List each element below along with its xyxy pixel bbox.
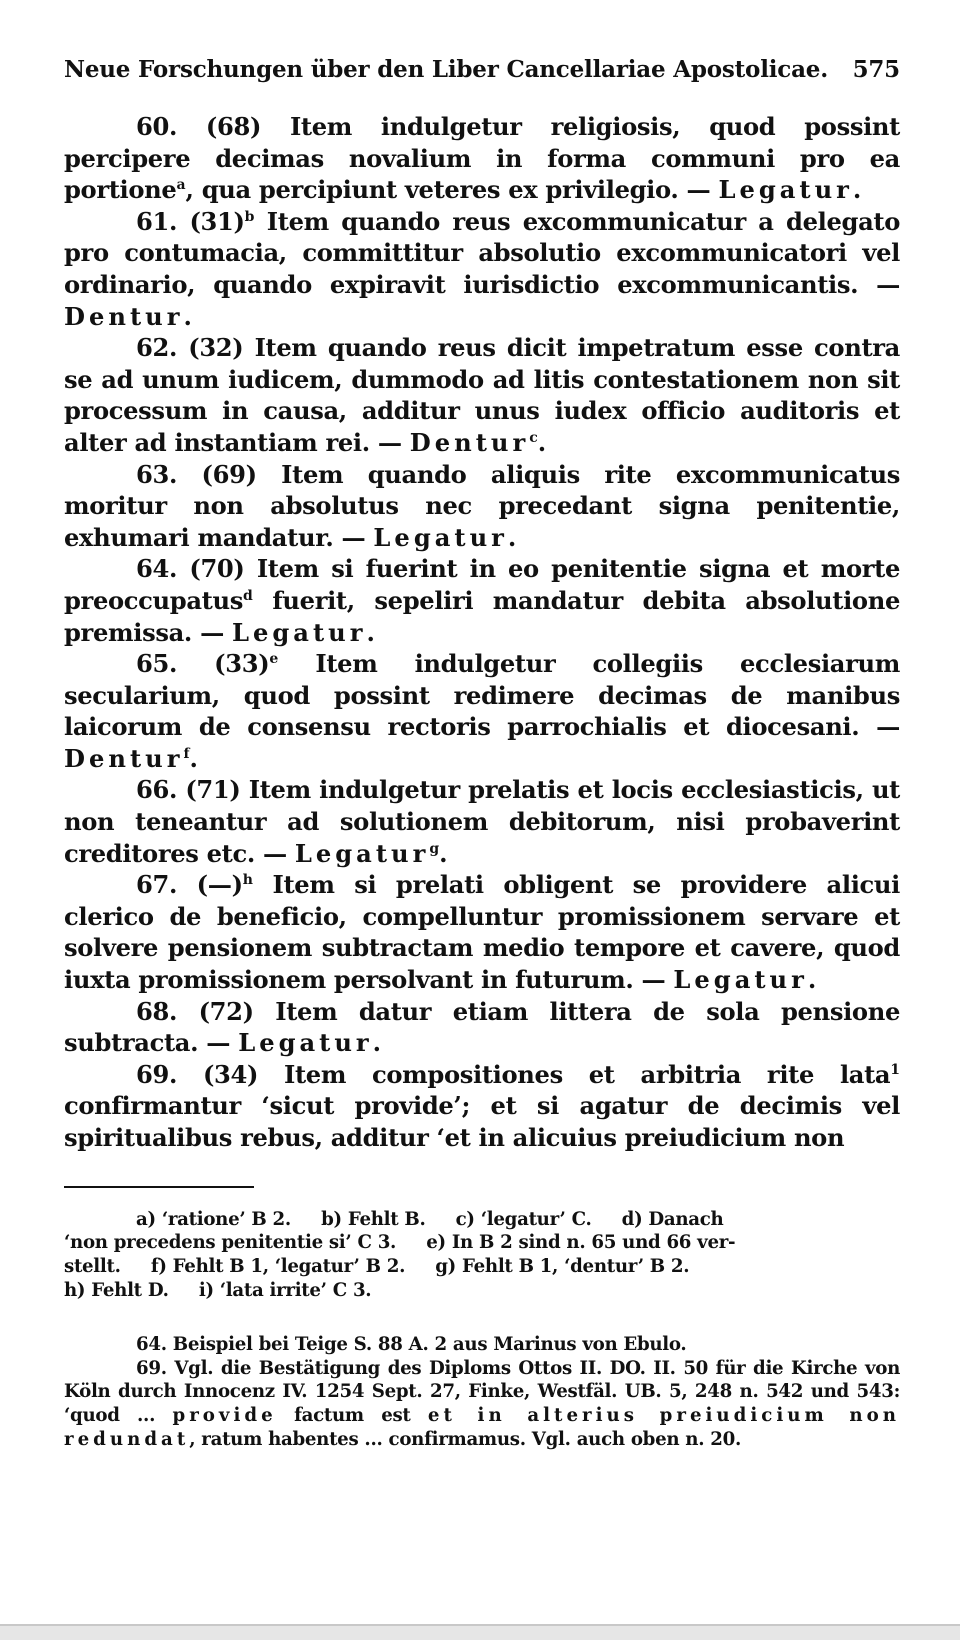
entry-reference: (70): [189, 554, 245, 584]
entry-reference: (34): [202, 1059, 259, 1089]
page-number: 575: [852, 56, 900, 83]
entry-reference: (72): [198, 996, 254, 1026]
running-title: Neue Forschungen über den Liber Cancellariae Apostolicae.: [64, 56, 829, 83]
footnote-marker: g: [429, 840, 440, 857]
entry-paragraph: [64, 332, 900, 458]
commentary-69-text: , ratum habentes ... confirmamus. Vgl. auch oben n. 20.: [189, 1428, 742, 1450]
entry-paragraph: [64, 996, 900, 1059]
commentary-64: 64. Beispiel bei Teige S. 88 A. 2 aus Marinus von Ebulo.: [136, 1333, 687, 1355]
entry-punctuation: .: [366, 617, 375, 647]
commentary-69-text: factum est: [276, 1405, 428, 1427]
entry-verdict: Legatur: [294, 838, 430, 868]
entry-number: 66.: [136, 775, 178, 805]
entry-punctuation: .: [189, 743, 198, 773]
entry-verdict: Dentur: [409, 427, 530, 457]
entry-text: , qua percipiunt veteres ex privilegio. —: [185, 175, 719, 205]
entry-reference: (69): [201, 459, 257, 489]
footnote-marker: f: [183, 745, 190, 762]
entry-text: Item quando reus dicit impetratum esse contra se ad unum iudicem, dummodo ad litis contestationem non sit processum in causa, additur unus iudex officio auditoris et alter ad instantiam rei. —: [64, 333, 900, 457]
footnote-marker: a: [176, 177, 186, 194]
entry-punctuation: .: [852, 175, 861, 205]
entry-reference: (32): [188, 333, 244, 363]
footnote-marker: e: [269, 651, 279, 668]
entry-reference: (33): [214, 649, 270, 679]
entry-reference: (71): [185, 775, 241, 805]
entry-verdict: Legatur: [673, 965, 808, 995]
entry-text: Item quando reus excommunicatur a delegato pro contumacia, committitur absolutio excommunicatori vel ordinario, quando expiravit iurisdictio excommunicantis. —: [64, 206, 900, 299]
entry-reference: (—): [196, 870, 243, 900]
entry-number: 65.: [136, 649, 178, 679]
entry-paragraph: [64, 1059, 900, 1154]
entry-text: Item si fuerint in eo penitentie signa et morte preoccupatus: [64, 554, 900, 615]
footnote-marker: 1: [890, 1061, 900, 1078]
entry-reference: (31): [189, 206, 245, 236]
commentary-69-text: 69. Vgl. die Bestätigung des Diploms Ottos II. DO. II. 50 für die Kirche von Köln durch Innocenz IV. 1254 Sept. 27, Finke, Westfäl. UB. 5, 248 n. 542 und 543: ‘quod ...: [64, 1357, 900, 1427]
footnote-marker: c: [529, 429, 538, 446]
footnote-line: ‘non precedens penitentie si’ C 3. e) In B 2 sind n. 65 und 66 ver-: [64, 1232, 736, 1254]
entry-text: Item si prelati obligent se providere alicui clerico de beneficio, compelluntur promissionem servare et solvere pensionem subtractam medio tempore et cavere, quod iuxta promissionem persolvant in futurum. —: [64, 870, 900, 995]
footnote-marker: d: [242, 587, 253, 604]
entry-number: 68.: [136, 996, 178, 1026]
entry-punctuation: .: [372, 1028, 381, 1058]
entry-verdict: Dentur: [64, 301, 184, 331]
entry-reference: (68): [205, 112, 262, 141]
entry-number: 63.: [136, 459, 178, 489]
entry-punctuation: .: [507, 522, 516, 552]
commentary-69-spaced: et in alterius preiudicium non redundat: [64, 1405, 900, 1450]
commentary-69-spaced: provide: [172, 1405, 277, 1427]
entry-punctuation: .: [183, 301, 192, 331]
entry-verdict: Legatur: [238, 1028, 373, 1058]
commentary: [64, 1333, 900, 1452]
running-header: [64, 56, 900, 83]
footnote-line: a) ‘ratione’ B 2. b) Fehlt B. c) ‘legatur’ C. d) Danach: [136, 1208, 724, 1230]
footnote-marker: b: [244, 208, 255, 225]
entry-number: 60.: [136, 112, 178, 141]
entry-paragraph: [64, 459, 900, 554]
entry-text: Item compositiones et arbitria rite lata: [258, 1059, 891, 1089]
entry-number: 62.: [136, 333, 178, 363]
footnote-marker: h: [242, 872, 253, 889]
entry-text: Item datur etiam littera de sola pensione subtracta. —: [64, 996, 900, 1058]
entry-text: confirmantur ‘sicut provide’; et si agatur de decimis vel spiritualibus rebus, additur ‘et in alicuius preiudicium non: [64, 1091, 900, 1152]
entry-number: 69.: [136, 1059, 178, 1089]
entry-verdict: Legatur: [231, 617, 367, 647]
entry-number: 64.: [136, 554, 178, 584]
entry-text: Item indulgetur collegiis ecclesiarum secularium, quod possint redimere decimas de manibus laicorum de consensu rectoris parrochialis et diocesani. —: [64, 649, 900, 742]
entry-number: 67.: [136, 870, 178, 900]
entry-verdict: Dentur: [64, 743, 184, 773]
entry-paragraph: [64, 869, 900, 995]
commentary-69: [64, 1357, 900, 1452]
entry-text: Item indulgetur religiosis, quod possint percipere decimas novalium in forma communi pro ea portione: [64, 112, 900, 205]
entry-paragraph: [64, 774, 900, 869]
entry-verdict: Legatur: [373, 522, 508, 552]
footnote-line: stellt. f) Fehlt B 1, ‘legatur’ B 2. g) Fehlt B 1, ‘dentur’ B 2.: [64, 1256, 690, 1278]
entry-paragraph: [64, 553, 900, 648]
entry-text: Item indulgetur prelatis et locis ecclesiasticis, ut non teneantur ad solutionem debitorum, nisi probaverint creditores etc. —: [64, 775, 901, 868]
entry-paragraph: [64, 648, 900, 774]
entry-paragraph: [64, 206, 900, 332]
document-page: [64, 56, 900, 1452]
entry-punctuation: .: [807, 965, 816, 995]
footnote-divider: [64, 1186, 254, 1188]
entries-list: [64, 111, 900, 1154]
entry-paragraph: [64, 111, 900, 206]
entry-punctuation: .: [537, 427, 546, 457]
entry-verdict: Legatur: [718, 175, 853, 205]
footnotes: [64, 1208, 900, 1303]
entry-text: fuerit, sepeliri mandatur debita absolutione premissa. —: [64, 585, 900, 647]
entry-number: 61.: [136, 206, 178, 236]
footnote-line: h) Fehlt D. i) ‘lata irrite’ C 3.: [64, 1279, 372, 1301]
entry-text: Item quando aliquis rite excommunicatus moritur non absolutus nec precedant signa penitentie, exhumari mandatur. —: [64, 459, 900, 552]
entry-punctuation: .: [439, 838, 448, 868]
